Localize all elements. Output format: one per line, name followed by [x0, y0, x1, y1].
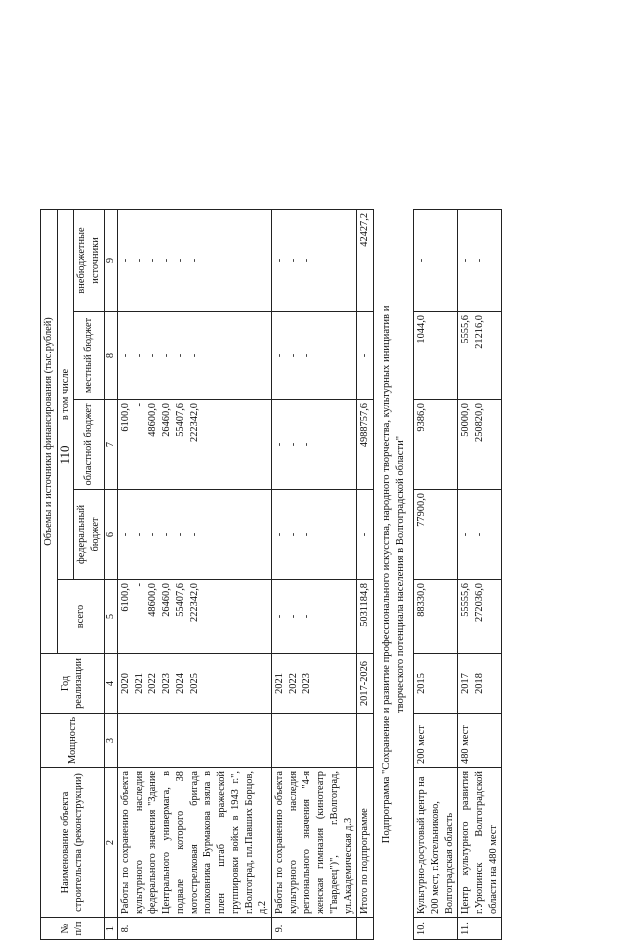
amount-value: 55407,6	[174, 583, 186, 617]
year-value: 2015	[416, 673, 428, 694]
amount-value: 222342,0	[188, 403, 200, 442]
amount-value: -	[133, 583, 145, 587]
amount-value: 21216,0	[473, 315, 485, 349]
subtotal-years: 2017-2026	[357, 654, 374, 714]
row-number: 10.	[414, 918, 458, 940]
object-name: Работы по сохранению объекта культурного наследия регионального значения "4-я женская гимназия (кинотеатр "Гвардеец")", г.Волгоград, ул.Академическая д.3	[271, 768, 356, 918]
extra-cell	[117, 209, 271, 311]
amount-value: -	[147, 258, 159, 263]
col-number: 3	[104, 714, 117, 768]
amount-value: 50000,0	[460, 403, 472, 437]
object-name: Центр культурного развития г.Урюпинск Волгоградской области на 480 мест	[458, 768, 502, 918]
amount-value: 1044,0	[416, 315, 428, 344]
extra-cell	[271, 209, 356, 311]
amount-value: -	[188, 258, 200, 263]
year-value: 2020	[119, 673, 131, 694]
year-cell	[414, 654, 458, 714]
subtotal-regional: 4988757,6	[357, 400, 374, 490]
financing-table	[40, 209, 502, 940]
table-row	[414, 209, 458, 939]
amount-value: -	[119, 532, 131, 537]
amount-value: 48600,0	[147, 583, 159, 617]
extra-cell	[458, 209, 502, 311]
header-federal: федеральный бюджет	[74, 490, 104, 580]
year-value: 2025	[188, 673, 200, 694]
amount-value: 55555,6	[460, 583, 472, 617]
amount-value: -	[473, 258, 485, 263]
section-title: Подпрограмма "Сохранение и развитие профессионального искусства, народного творчества, культурных инициатив и творческого потенциала населения в Волгоградской области"	[381, 305, 407, 844]
year-value: 2021	[133, 673, 145, 694]
capacity-cell	[117, 714, 271, 768]
local-cell	[458, 312, 502, 400]
header-year: Год реализации	[41, 654, 105, 714]
amount-value: -	[161, 353, 173, 358]
header-total: всего	[57, 580, 104, 654]
amount-value: -	[174, 353, 186, 358]
amount-value: -	[301, 532, 313, 537]
amount-value: -	[460, 532, 472, 537]
amount-value: -	[473, 532, 485, 537]
federal-cell	[271, 490, 356, 580]
col-number: 9	[104, 209, 117, 311]
amount-value: -	[174, 532, 186, 537]
object-name: Работы по сохранению объекта культурного наследия федерального значения "Здание Центрального универмага, в подвале которого 38 мотострелковая бригада полковника Бурмакова взяла в плен штаб вражеской группировки войск в 1943 г.", г.Волгоград, пл.Павших Борцов, д.2	[117, 768, 271, 918]
amount-value: -	[161, 532, 173, 537]
amount-value: -	[287, 442, 299, 447]
col-number: 5	[104, 580, 117, 654]
amount-value: -	[188, 353, 200, 358]
subtotal-federal: -	[357, 490, 374, 580]
extra-cell	[414, 209, 458, 311]
federal-cell	[458, 490, 502, 580]
year-value: 2018	[473, 673, 485, 694]
table-row	[271, 209, 356, 939]
header-number: № п/п	[41, 918, 105, 940]
object-name: Культурно-досуговый центр на 200 мест, г.Котельниково, Волгоградская область	[414, 768, 458, 918]
amount-value: -	[133, 532, 145, 537]
amount-value: -	[287, 258, 299, 263]
year-value: 2023	[161, 673, 173, 694]
header-extra: внебюджетные источники	[74, 209, 104, 311]
local-cell	[414, 312, 458, 400]
capacity-cell: 480 мест	[458, 714, 502, 768]
page-number: 110	[57, 445, 72, 465]
year-value: 2024	[174, 673, 186, 694]
subtotal-row	[357, 209, 374, 939]
year-cell	[271, 654, 356, 714]
amount-value: -	[119, 353, 131, 358]
year-value: 2021	[273, 673, 285, 694]
year-cell	[458, 654, 502, 714]
col-number: 2	[104, 768, 117, 918]
year-value: 2022	[287, 673, 299, 694]
table-row	[117, 209, 271, 939]
amount-value: 272036,0	[473, 583, 485, 622]
amount-value: 222342,0	[188, 583, 200, 622]
amount-value: 55407,6	[174, 403, 186, 437]
amount-value: -	[287, 532, 299, 537]
amount-value: -	[273, 614, 285, 619]
row-number: 8.	[117, 918, 271, 940]
year-value: 2023	[301, 673, 313, 694]
amount-value: 88330,0	[416, 583, 428, 617]
year-value: 2022	[147, 673, 159, 694]
year-cell	[117, 654, 271, 714]
amount-value: -	[287, 353, 299, 358]
rotated-table-wrapper	[40, 210, 600, 940]
header-capacity: Мощность	[41, 714, 105, 768]
amount-value: -	[188, 532, 200, 537]
local-cell	[271, 312, 356, 400]
row-number	[357, 918, 374, 940]
year-value: 2017	[460, 673, 472, 694]
col-number: 1	[104, 918, 117, 940]
amount-value: 26460,0	[161, 403, 173, 437]
amount-value: 26460,0	[161, 583, 173, 617]
header-local: местный бюджет	[74, 312, 104, 400]
col-number: 4	[104, 654, 117, 714]
header-name: Наименование объекта строительства (реконструкции)	[41, 768, 105, 918]
federal-cell	[117, 490, 271, 580]
amount-value: -	[119, 258, 131, 263]
row-number: 11.	[458, 918, 502, 940]
total-cell	[458, 580, 502, 654]
amount-value: 6100,0	[119, 403, 131, 432]
subtotal-local: -	[357, 312, 374, 400]
subtotal-label: Итого по подпрограмме	[357, 768, 374, 918]
regional-cell	[117, 400, 271, 490]
amount-value: -	[133, 403, 145, 407]
col-number: 7	[104, 400, 117, 490]
amount-value: -	[273, 258, 285, 263]
amount-value: -	[147, 353, 159, 358]
amount-value: -	[273, 532, 285, 537]
header-incl: в том числе	[57, 209, 74, 579]
amount-value: -	[301, 614, 313, 619]
local-cell	[117, 312, 271, 400]
regional-cell	[414, 400, 458, 490]
amount-value: -	[460, 258, 472, 263]
amount-value: -	[161, 258, 173, 263]
amount-value: 9386,0	[416, 403, 428, 432]
amount-value: 250820,0	[473, 403, 485, 442]
amount-value: -	[273, 442, 285, 447]
col-number: 8	[104, 312, 117, 400]
subtotal-total: 5031184,8	[357, 580, 374, 654]
row-number: 9.	[271, 918, 356, 940]
regional-cell	[271, 400, 356, 490]
amount-value: -	[301, 353, 313, 358]
amount-value: 6100,0	[119, 583, 131, 612]
amount-value: 48600,0	[147, 403, 159, 437]
amount-value: 77900,0	[416, 493, 428, 527]
table-row	[458, 209, 502, 939]
header-regional: областной бюджет	[74, 400, 104, 490]
total-cell	[117, 580, 271, 654]
total-cell	[271, 580, 356, 654]
total-cell	[414, 580, 458, 654]
amount-value: -	[133, 353, 145, 358]
subtotal-extra: 42427,2	[357, 209, 374, 311]
amount-value: -	[147, 532, 159, 537]
capacity-cell	[271, 714, 356, 768]
regional-cell	[458, 400, 502, 490]
amount-value: 5555,6	[460, 315, 472, 344]
amount-value: -	[287, 614, 299, 619]
amount-value: -	[174, 258, 186, 263]
col-number: 6	[104, 490, 117, 580]
amount-value: -	[416, 258, 428, 263]
capacity-cell: 200 мест	[414, 714, 458, 768]
amount-value: -	[301, 258, 313, 263]
capacity-cell	[357, 714, 374, 768]
amount-value: -	[301, 442, 313, 447]
header-funding: Объемы и источники финансирования (тыс.рублей)	[41, 209, 58, 653]
section-row	[374, 209, 414, 939]
amount-value: -	[133, 258, 145, 263]
federal-cell	[414, 490, 458, 580]
amount-value: -	[273, 353, 285, 358]
